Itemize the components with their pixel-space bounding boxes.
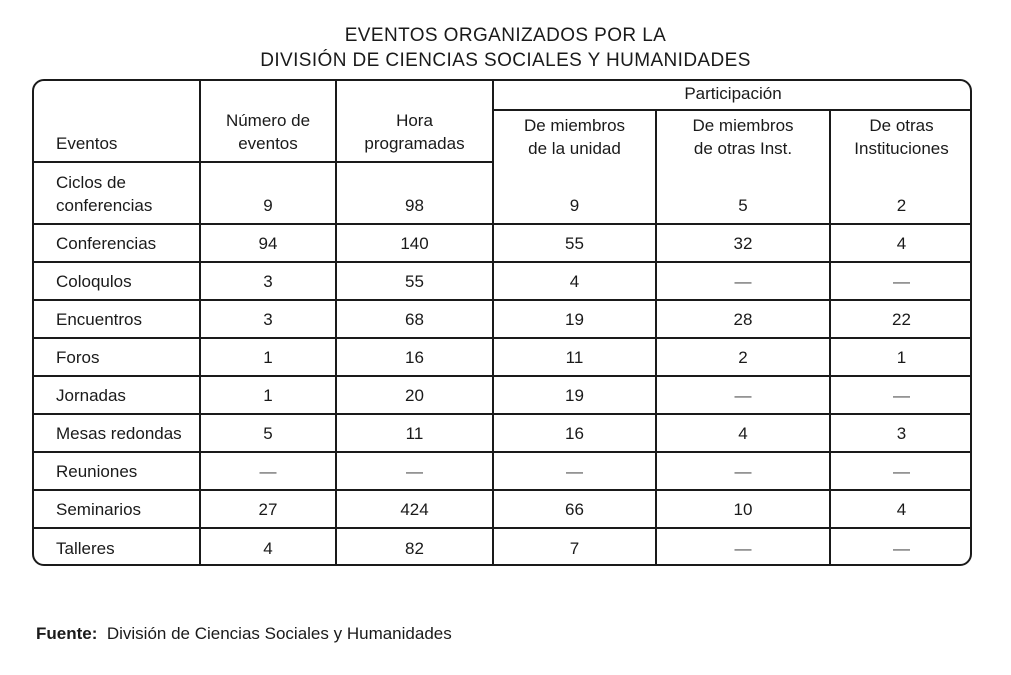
cell-numero: 94 [200,224,336,262]
cell-hora: 424 [336,490,493,528]
table-title-line-1: EVENTOS ORGANIZADOS POR LA [344,25,667,46]
table-row [32,162,972,224]
cell-hora: — [336,452,493,490]
cell-hora: 11 [336,414,493,452]
cell-otras-inst-miembros: 32 [656,224,830,262]
cell-otras-inst-miembros: — [656,452,830,490]
cell-otras-inst-miembros: — [656,262,830,300]
header-eventos: Eventos [32,79,200,162]
cell-otras-inst-miembros: 28 [656,300,830,338]
table-row [32,300,972,338]
cell-unidad: 66 [493,490,656,528]
cell-unidad: 19 [493,300,656,338]
source-text: División de Ciencias Sociales y Humanidades [106,624,452,643]
cell-numero: 3 [200,300,336,338]
header-miembros-otras-inst: De miembros de otras Inst. [656,110,830,162]
cell-otras-instituciones: 1 [830,338,972,376]
cell-evento: Ciclos de conferencias [32,162,200,224]
cell-unidad: 7 [493,528,656,566]
cell-hora: 98 [336,162,493,224]
cell-hora: 16 [336,338,493,376]
source-note [36,624,452,644]
cell-otras-instituciones: 4 [830,224,972,262]
table-row [32,262,972,300]
cell-otras-instituciones: — [830,376,972,414]
cell-numero: 5 [200,414,336,452]
cell-evento: Mesas redondas [32,414,200,452]
cell-hora: 140 [336,224,493,262]
cell-otras-instituciones: — [830,262,972,300]
cell-otras-instituciones: — [830,452,972,490]
cell-numero: 27 [200,490,336,528]
cell-otras-inst-miembros: — [656,376,830,414]
header-miembros-unidad: De miembros de la unidad [493,110,656,162]
header-numero-eventos: Número de eventos [200,79,336,162]
cell-otras-instituciones: 2 [830,162,972,224]
cell-otras-instituciones: 22 [830,300,972,338]
cell-otras-inst-miembros: 10 [656,490,830,528]
cell-hora: 68 [336,300,493,338]
cell-numero: 3 [200,262,336,300]
table-row [32,414,972,452]
cell-hora: 82 [336,528,493,566]
cell-numero: 1 [200,338,336,376]
cell-unidad: 55 [493,224,656,262]
cell-evento: Reuniones [32,452,200,490]
table-row [32,376,972,414]
cell-otras-inst-miembros: 2 [656,338,830,376]
cell-otras-inst-miembros: 5 [656,162,830,224]
cell-otras-instituciones: 4 [830,490,972,528]
header-otras-instituciones: De otras Instituciones [830,110,972,162]
cell-unidad: 16 [493,414,656,452]
cell-evento: Conferencias [32,224,200,262]
cell-otras-instituciones: 3 [830,414,972,452]
table-row [32,224,972,262]
cell-unidad: 9 [493,162,656,224]
cell-unidad: 4 [493,262,656,300]
table-row [32,528,972,566]
cell-numero: 9 [200,162,336,224]
table-row [32,338,972,376]
header-hora-programadas: Hora programadas [336,79,493,162]
cell-evento: Encuentros [32,300,200,338]
cell-hora: 55 [336,262,493,300]
cell-evento: Seminarios [32,490,200,528]
cell-evento: Jornadas [32,376,200,414]
cell-numero: 1 [200,376,336,414]
table-title-line-2: DIVISIÓN DE CIENCIAS SOCIALES Y HUMANIDADES [260,50,751,71]
cell-otras-inst-miembros: 4 [656,414,830,452]
header-participacion: Participación [493,79,972,110]
events-table [32,79,972,566]
cell-unidad: — [493,452,656,490]
cell-evento: Foros [32,338,200,376]
cell-otras-inst-miembros: — [656,528,830,566]
source-label: Fuente: [36,624,98,643]
cell-evento: Coloqulos [32,262,200,300]
cell-numero: 4 [200,528,336,566]
table-row [32,452,972,490]
cell-unidad: 19 [493,376,656,414]
cell-unidad: 11 [493,338,656,376]
table-row [32,490,972,528]
cell-evento: Talleres [32,528,200,566]
cell-numero: — [200,452,336,490]
cell-otras-instituciones: — [830,528,972,566]
cell-hora: 20 [336,376,493,414]
